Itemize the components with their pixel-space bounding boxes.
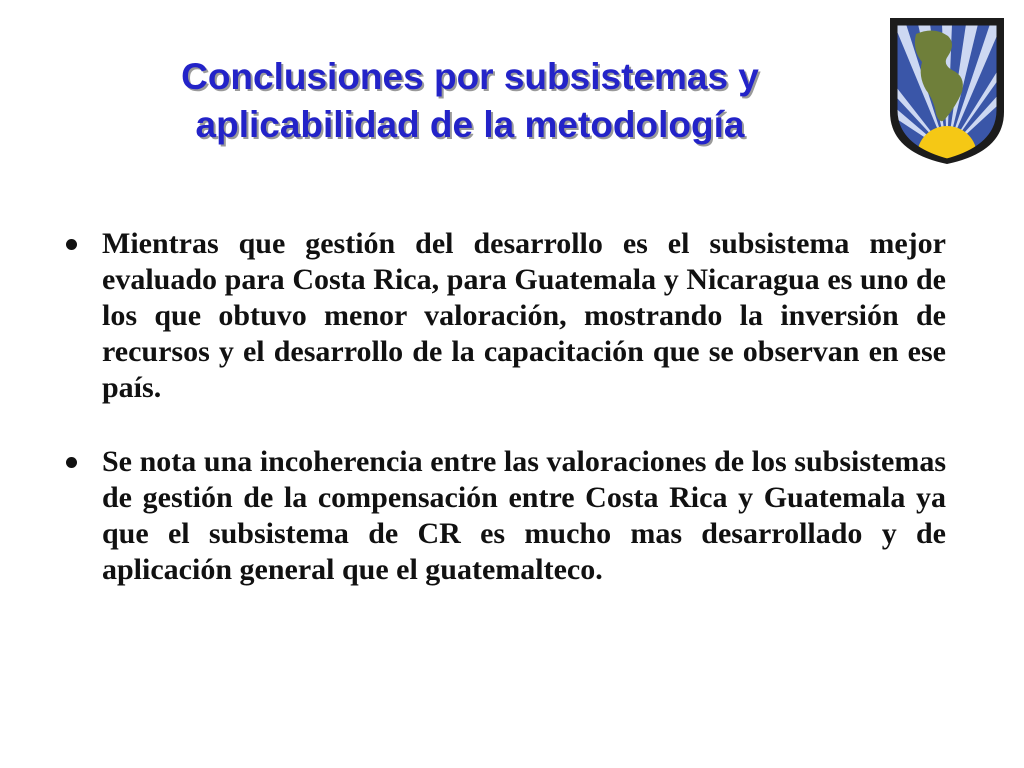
- shield-logo-icon: [886, 14, 1008, 164]
- slide-title-line-1: Conclusiones por subsistemas y: [181, 55, 759, 97]
- bullet-item: [62, 444, 946, 588]
- bullet-text: Se nota una incoherencia entre las valoraciones de los subsistemas de gestión de la compensación entre Costa Rica y Guatemala ya que el subsistema de CR es mucho mas desarrollado y de aplicación general que el guatemalteco.: [102, 445, 946, 586]
- bullet-dot-icon: [66, 239, 77, 250]
- bullet-dot-icon: [66, 457, 77, 468]
- slide-title: [60, 53, 880, 149]
- bullet-list: [62, 226, 946, 626]
- bullet-text: Mientras que gestión del desarrollo es el subsistema mejor evaluado para Costa Rica, para Guatemala y Nicaragua es uno de los que obtuvo menor valoración, mostrando la inversión de recursos y el desarrollo de la capacitación que se observan en ese país.: [102, 227, 946, 404]
- slide-title-line-2: aplicabilidad de la metodología: [195, 103, 745, 145]
- bullet-item: [62, 226, 946, 406]
